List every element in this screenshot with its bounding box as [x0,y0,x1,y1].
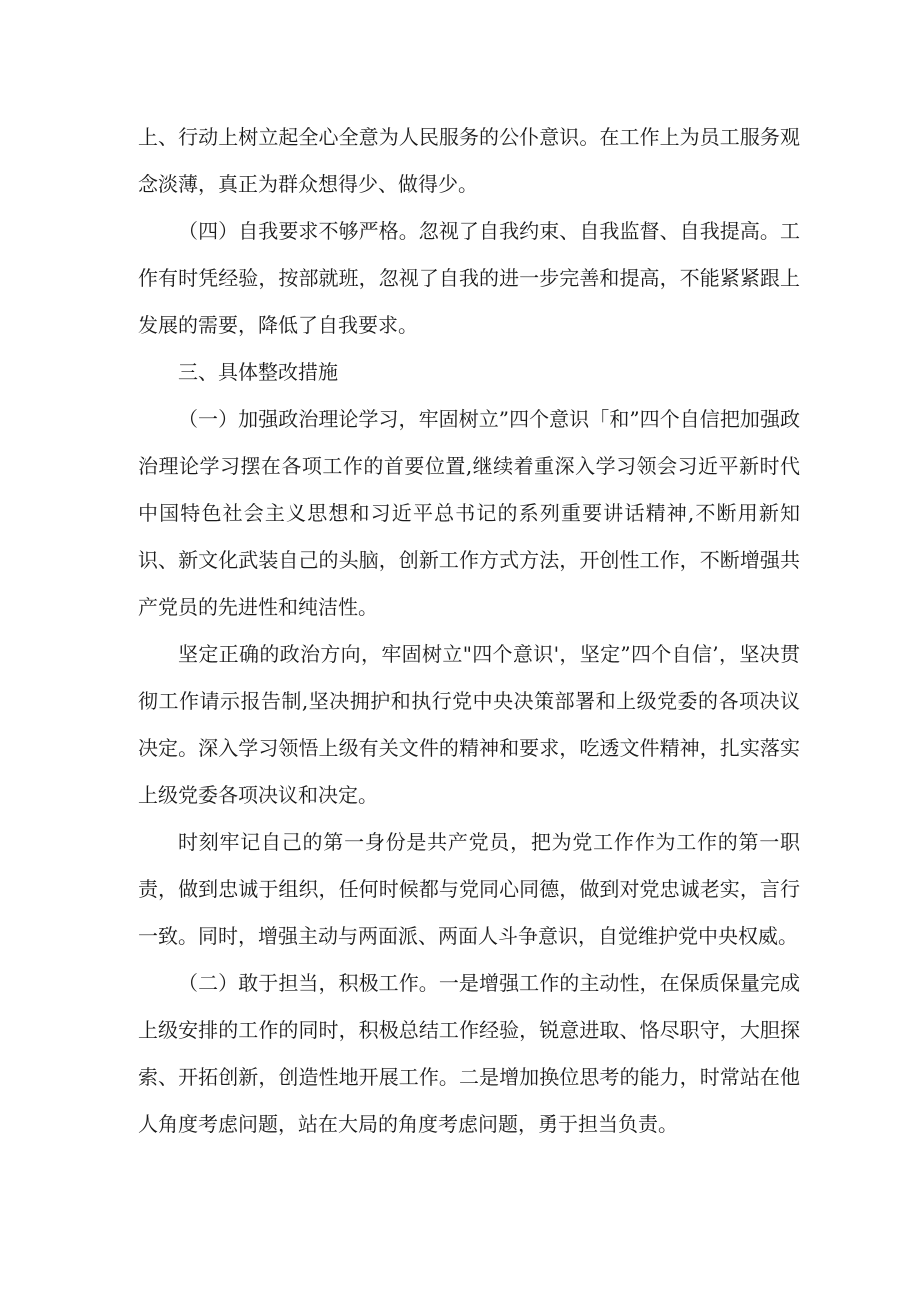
section-heading: 三、具体整改措施 [178,360,338,384]
paragraph-6: 时刻牢记自己的第一身份是共产党员，把为党工作作为工作的第一职责，做到忠诚于组织，任何时候都与党同心同德，做到对党忠诚老实，言行一致。同时，增强主动与两面派、两面人斗争意识，自觉维护党中央权威。 [138,830,800,948]
paragraph-5: 坚定正确的政治方向，牢固树立"四个意识'，坚定”四个自信’，坚决贯彻工作请示报告制,坚决拥护和执行党中央决策部署和上级党委的各项决议决定。深入学习领悟上级有关文件的精神和要求，吃透文件精神，扎实落实上级党委各项决议和决定。 [138,642,800,807]
paragraph-4: （一）加强政治理论学习，牢固树立”四个意识「和”四个自信把加强政治理论学习摆在各项工作的首要位置,继续着重深入学习领会习近平新时代中国特色社会主义思想和习近平总书记的系列重要讲话精神,不断用新知识、新文化武装自己的头脑，创新工作方式方法，开创性工作，不断增强共产党员的先进性和纯洁性。 [138,407,800,619]
paragraph-1: 上、行动上树立起全心全意为人民服务的公仆意识。在工作上为员工服务观念淡薄，真正为群众想得少、做得少。 [138,125,800,196]
paragraph-7: （二）敢于担当，积极工作。一是增强工作的主动性，在保质保量完成上级安排的工作的同时，积极总结工作经验，锐意进取、恪尽职守，大胆探索、开拓创新，创造性地开展工作。二是增加换位思考的能力，时常站在他人角度考虑问题，站在大局的角度考虑问题，勇于担当负责。 [138,971,800,1136]
document-body [138,114,800,1148]
paragraph-2: （四）自我要求不够严格。忽视了自我约束、自我监督、自我提高。工作有时凭经验，按部就班，忽视了自我的进一步完善和提高，不能紧紧跟上发展的需要，降低了自我要求。 [138,219,800,337]
